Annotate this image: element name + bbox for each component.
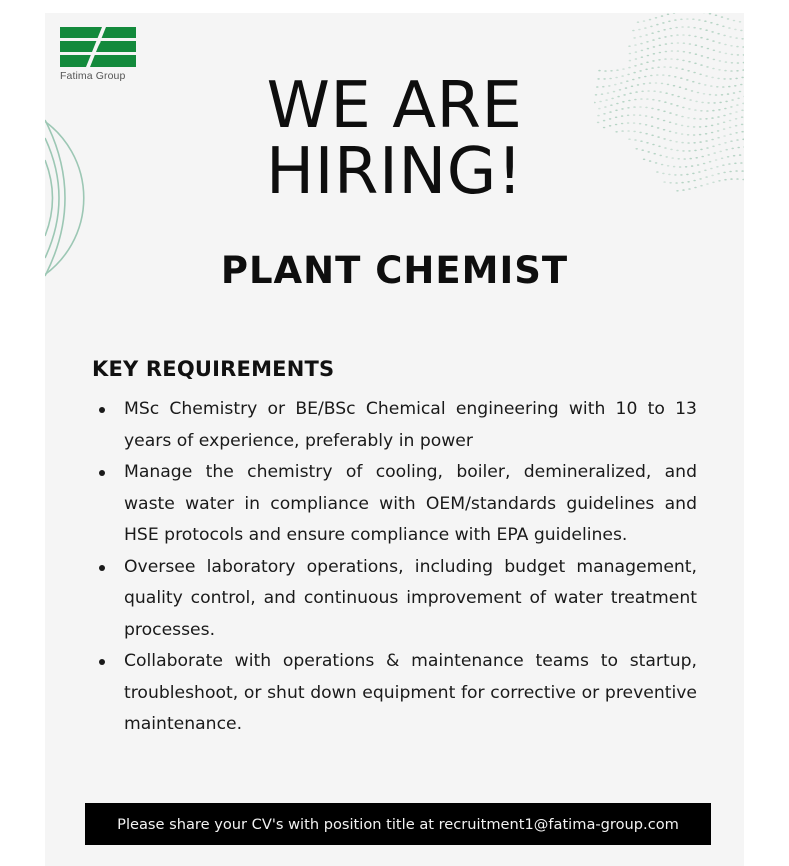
application-instructions-banner	[85, 803, 711, 845]
requirement-item	[99, 646, 697, 741]
requirement-text: Manage the chemistry of cooling, boiler, demineralized, and waste water in compliance with OEM/standards guidelines and HSE protocols and ensure compliance with EPA guidelines.	[124, 462, 697, 545]
requirements-heading: KEY REQUIREMENTS	[92, 357, 335, 381]
requirement-item	[99, 394, 697, 457]
job-poster	[45, 13, 744, 866]
cta-text: Please share your CV's with position title at recruitment1@fatima-group.com	[117, 815, 679, 833]
headline-line-2: HIRING!	[266, 135, 523, 209]
company-name: Fatima Group	[60, 70, 126, 82]
bullet-icon	[99, 470, 105, 476]
requirement-text: MSc Chemistry or BE/BSc Chemical engineering with 10 to 13 years of experience, preferably in power	[124, 399, 697, 451]
requirement-text: Collaborate with operations & maintenance teams to startup, troubleshoot, or shut down equipment for corrective or preventive maintenance.	[124, 651, 697, 734]
fatima-logo-icon	[60, 27, 136, 67]
requirement-text: Oversee laboratory operations, including budget management, quality control, and continuous improvement of water treatment processes.	[124, 556, 697, 640]
headline-line-1: WE ARE	[266, 69, 523, 143]
bullet-icon	[99, 565, 105, 571]
requirement-item	[99, 552, 697, 647]
requirement-item	[99, 457, 697, 552]
position-title: PLANT CHEMIST	[220, 249, 569, 292]
bullet-icon	[99, 659, 105, 665]
hiring-headline	[45, 69, 744, 209]
requirements-list	[99, 394, 697, 741]
bullet-icon	[99, 407, 105, 413]
